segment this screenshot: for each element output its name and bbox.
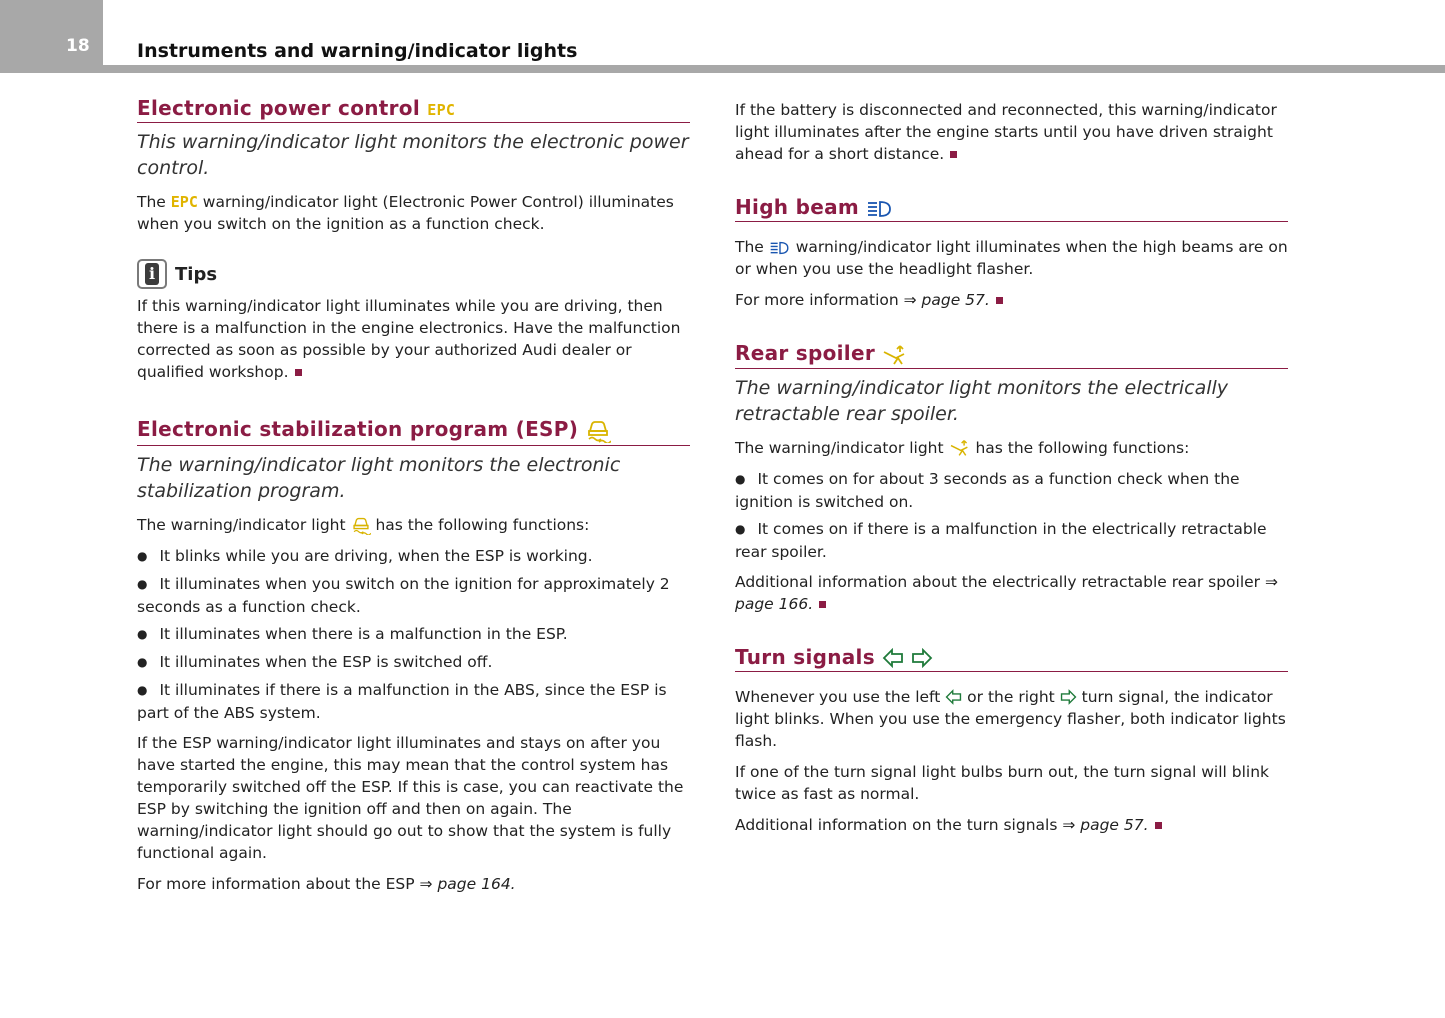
high-beam-section [735,195,1288,311]
esp-heading: Electronic stabilization program (ESP) [137,417,690,446]
esp-bullet-list [137,545,690,724]
rear-spoiler-intro: The warning/indicator light has the following functions: [735,438,1190,457]
list-item: ● It comes on if there is a malfunction in the electrically retractable rear spoiler. [735,518,1288,563]
epc-section [137,96,690,235]
page-title: Instruments and warning/indicator lights [137,40,578,62]
esp-section [137,417,690,895]
list-item: ● It illuminates when there is a malfunction in the ESP. [137,623,690,646]
epc-heading: Electronic power control EPC [137,96,690,123]
page-reference-link[interactable]: page 164. [437,874,516,893]
right-column [735,99,1288,845]
page-reference-link[interactable]: page 57. [921,291,990,309]
end-mark-icon [996,297,1003,304]
turn-right-icon [1060,689,1077,705]
rear-spoiler-more-info: Additional information about the electrically retractable rear spoiler ⇒ page 166. [735,572,1278,613]
esp-skid-icon [585,419,611,443]
turn-signals-section [735,645,1288,836]
page-number: 18 [66,36,90,56]
turn-left-icon [882,648,904,668]
end-mark-icon [819,601,826,608]
epc-lead: This warning/indicator light monitors the electronic power control. [137,131,689,179]
list-item: ● It comes on for about 3 seconds as a function check when the ignition is switched on. [735,468,1288,513]
epc-paragraph: The EPC warning/indicator light (Electronic Power Control) illuminates when you switch on the ignition as a function check. [137,193,674,233]
rear-spoiler-section [735,341,1288,615]
high-beam-icon [769,241,791,255]
esp-more-info: For more information about the ESP ⇒ page 164. [137,874,516,893]
page-reference-link[interactable]: page 57. [1080,815,1149,834]
left-column [137,96,690,904]
esp-intro: The warning/indicator light has the following functions: [137,515,590,534]
battery-paragraph: If the battery is disconnected and reconnected, this warning/indicator light illuminates after the engine starts until you have driven straight ahead for a short distance. [735,101,1277,163]
high-beam-icon [866,200,894,218]
rear-spoiler-bullet-list [735,468,1288,563]
rear-spoiler-lead: The warning/indicator light monitors the electrically retractable rear spoiler. [735,376,1229,425]
rear-spoiler-heading: Rear spoiler [735,341,1288,369]
tips-label: Tips [175,263,218,285]
tips-text: If this warning/indicator light illuminates while you are driving, then there is a malfunction in the engine electronics. Have the malfunction corrected as soon as possible by your authorized Audi dealer or qualified workshop. [137,297,681,381]
high-beam-more-info: For more information ⇒ page 57. [735,289,1288,311]
turn-signals-paragraph-2: If one of the turn signal light bulbs burn out, the turn signal will blink twice as fast as normal. [735,762,1269,803]
epc-icon: EPC [427,101,456,119]
tips-header [137,259,690,289]
end-mark-icon [950,151,957,158]
esp-skid-icon [351,516,371,535]
turn-right-icon [911,648,933,668]
list-item: ● It illuminates when you switch on the ignition for approximately 2 seconds as a function check. [137,573,690,618]
turn-signals-paragraph: Whenever you use the left or the right turn signal, the indicator light blinks. When you use the emergency flasher, both indicator lights flash. [735,687,1286,750]
turn-left-icon [945,689,962,705]
list-item: ● It illuminates when the ESP is switched off. [137,651,690,674]
turn-signals-heading: Turn signals [735,645,1288,672]
esp-paragraph: If the ESP warning/indicator light illuminates and stays on after you have started the engine, this may mean that the control system has temporarily switched off the ESP. If this is case, you can reactivate the ESP by switching the ignition off and then on again. The warning/indicator light should go out to show that the system is fully functional again. [137,733,684,862]
epc-icon: EPC [170,193,198,211]
header-rule [103,65,1445,73]
high-beam-paragraph: The warning/indicator light illuminates when the high beams are on or when you use the headlight flasher. [735,238,1288,278]
page-reference-link[interactable]: page 166. [735,594,814,613]
end-mark-icon [295,369,302,376]
turn-signals-more-info: Additional information on the turn signals ⇒ page 57. [735,814,1288,836]
info-icon: i [137,259,167,289]
high-beam-heading: High beam [735,195,1288,222]
end-mark-icon [1155,822,1162,829]
rear-spoiler-icon [882,344,908,366]
list-item: ● It illuminates if there is a malfunction in the ABS, since the ESP is part of the ABS system. [137,679,690,724]
esp-lead: The warning/indicator light monitors the electronic stabilization program. [137,453,621,502]
list-item: ● It blinks while you are driving, when the ESP is working. [137,545,690,568]
rear-spoiler-icon [949,439,971,457]
